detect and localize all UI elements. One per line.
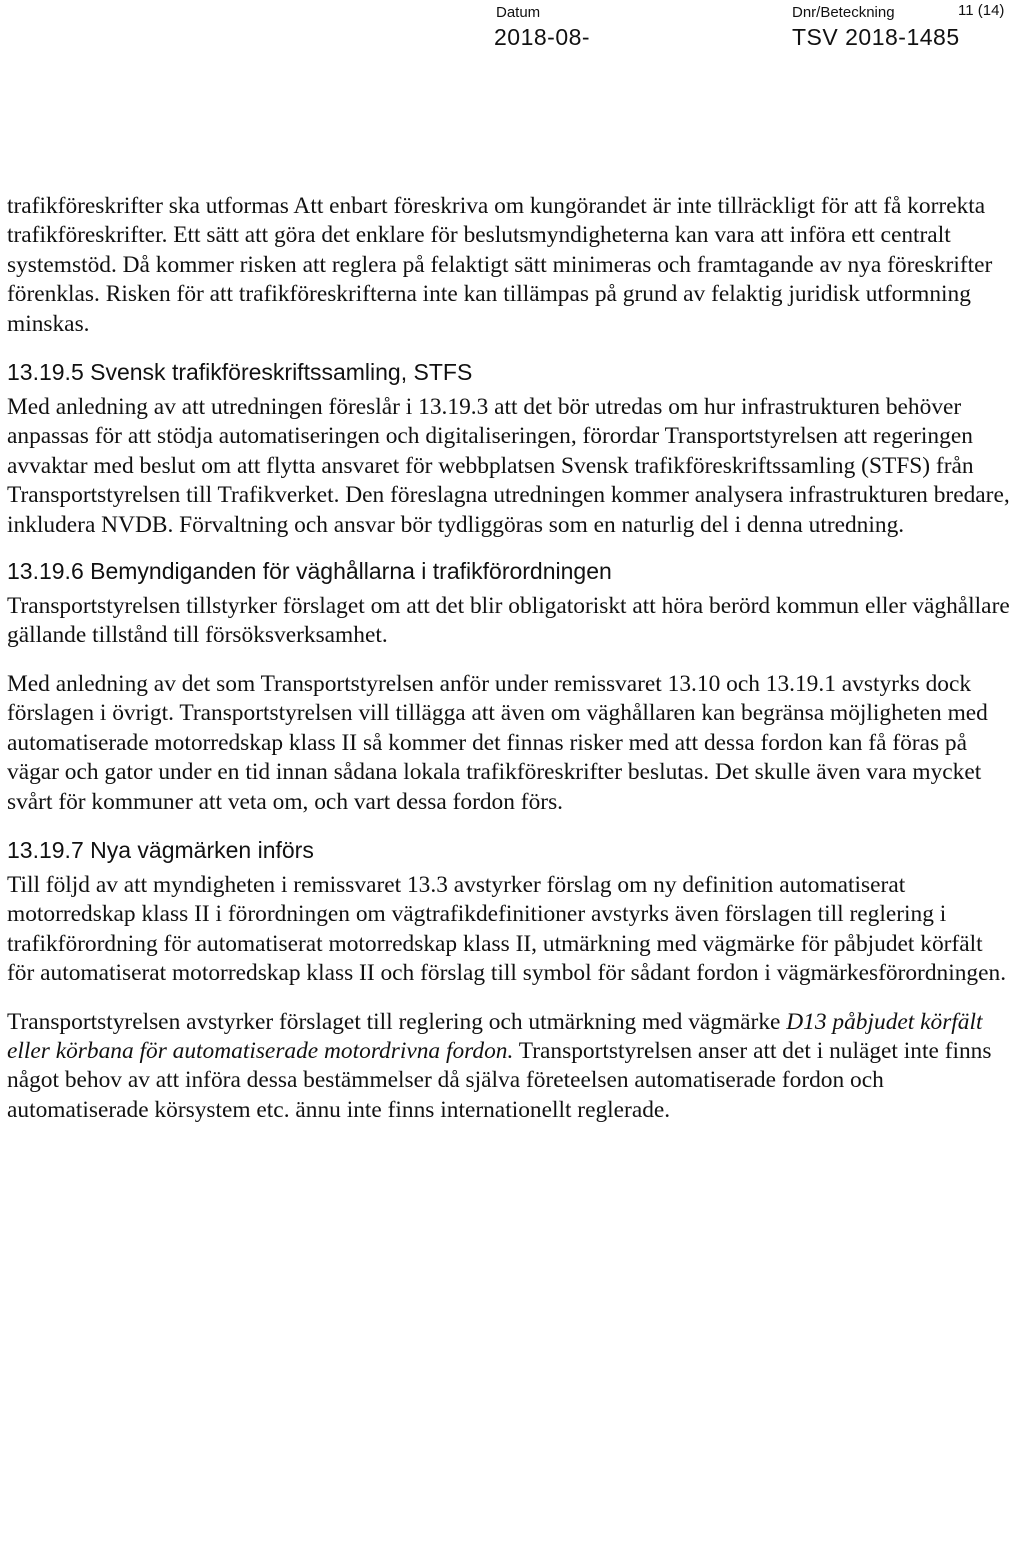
section-13-19-7-paragraph-2 [7,1008,1012,1126]
date-value: 2018-08- [494,24,591,50]
document-body [7,192,1012,1125]
date-label: Datum [496,4,541,21]
paragraph-text-after-sign: Transportstyrelsen anser att det i nuläget inte finns något behov av att införa dessa bestämmelser då själva företeelsen automatiserade fordon och automatiserade körsystem etc. ännu inte finns internationellt reglerade. [7,1037,992,1123]
section-13-19-6-paragraph-2: Med anledning av det som Transportstyrelsen anför under remissvaret 13.10 och 13.19.1 avstyrks dock förslagen i övrigt. Transportstyrelsen vill tillägga att även om väghållaren kan begränsa möjligheten med automatiserade motorredskap klass II så kommer det finnas risker med att dessa fordon kan få föras på vägar och gator under en tid innan sådana lokala trafikföreskrifter beslutas. Det skulle även vara mycket svårt för kommuner att veta om, och vart dessa fordon förs. [7,670,988,815]
sign-name-italic: D13 påbjudet körfält eller körbana för automatiserade motordrivna fordon. [7,1008,983,1064]
section-heading-13-19-5: 13.19.5 Svensk trafikföreskriftssamling, STFS [7,359,473,386]
section-heading-13-19-6: 13.19.6 Bemyndiganden för väghållarna i trafikförordningen [7,558,612,585]
reference-value: TSV 2018-1485 [792,24,960,50]
section-13-19-5-paragraph: Med anledning av att utredningen föreslår i 13.19.3 att det bör utredas om hur infrastrukturen behöver anpassas för att stödja automatiseringen och digitaliseringen, förordar Transportstyrelsen att regeringen avvaktar med beslut om att flytta ansvaret för webbplatsen Svensk trafikföreskriftssamling (STFS) från Transportstyrelsen till Trafikverket. Den föreslagna utredningen kommer analysera infrastrukturen bredare, inkludera NVDB. Förvaltning och ansvar bör tydliggöras som en naturlig del i denna utredning. [7,394,1010,538]
paragraph-text-before-sign: Transportstyrelsen avstyrker förslaget till reglering och utmärkning med vägmärke [7,1008,787,1035]
intro-paragraph: trafikföreskrifter ska utformas Att enbart föreskriva om kungörandet är inte tillräckligt för att få korrekta trafikföreskrifter. Ett sätt att göra det enklare för beslutsmyndigheterna kan vara att införa ett centralt systemstöd. Då kommer risken att reglera på felaktigt sätt minimeras och framtagande av nya föreskrifter förenklas. Risken för att trafikföreskrifterna inte kan tillämpas på grund av felaktig juridisk utformning minskas. [7,193,993,337]
section-13-19-6-paragraph-1: Transportstyrelsen tillstyrker förslaget om att det blir obligatoriskt att höra berörd kommun eller väghållare gällande tillstånd till försöksverksamhet. [7,593,1010,649]
section-heading-13-19-7: 13.19.7 Nya vägmärken införs [7,836,314,863]
reference-label: Dnr/Beteckning [792,4,895,21]
page-number: 11 (14) [958,2,1005,19]
section-13-19-7-paragraph-1: Till följd av att myndigheten i remissvaret 13.3 avstyrker förslag om ny definition automatiserat motorredskap klass II i förordningen om vägtrafikdefinitioner avstyrks även förslagen till reglering i trafikförordning för automatiserat motorredskap klass II, utmärkning med vägmärke för påbjudet körfält för automatiserat motorredskap klass II och förslag till symbol för sådant fordon i vägmärkesförordningen. [7,871,1007,987]
